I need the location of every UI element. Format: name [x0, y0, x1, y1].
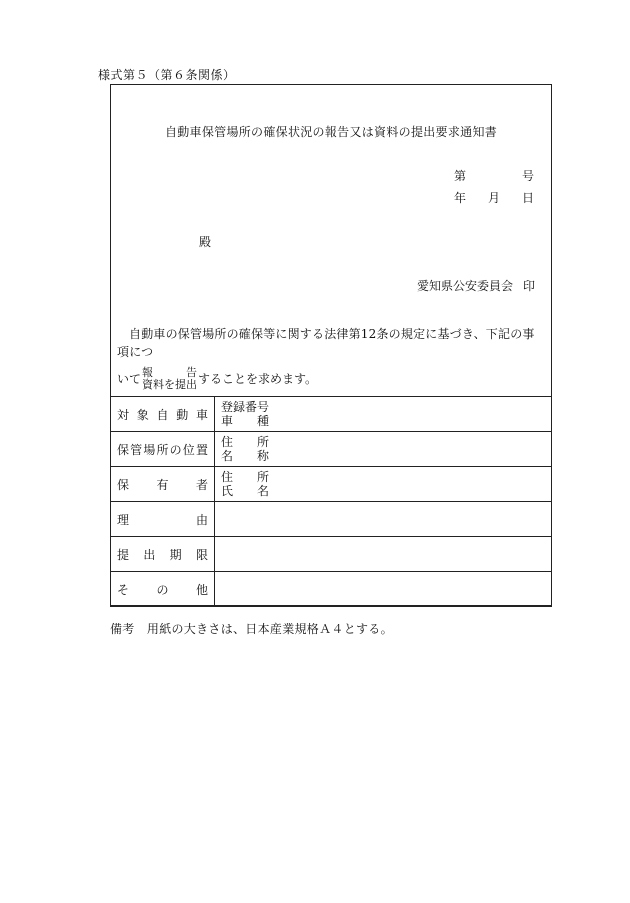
document-number-line [454, 167, 534, 184]
row-value-cell[interactable] [215, 537, 552, 572]
sub-label [221, 414, 269, 428]
sub-label-text: 所 [256, 434, 269, 449]
addressee-suffix: 殿 [199, 235, 212, 249]
date-line [454, 189, 534, 206]
issuer [417, 277, 535, 294]
body-line-1: 自動車の保管場所の確保等に関する法律第12条の規定に基づき、下記の事項につ [117, 327, 535, 359]
sub-label-text: 登録番号 [221, 399, 270, 414]
document-title: 自動車保管場所の確保状況の報告又は資料の提出要求通知書 [164, 125, 498, 139]
request-body [117, 325, 543, 390]
issuer-name: 愛知県公安委員会 [416, 279, 513, 293]
row-label-char: 由 [195, 512, 208, 527]
stack-top-left: 報 [142, 366, 154, 379]
sub-label-text: 住 [221, 469, 234, 484]
table-row [111, 572, 552, 607]
sub-label-text: 住 [221, 434, 234, 449]
sub-label-text: 車 [221, 414, 234, 428]
row-label-char: 位 [182, 442, 195, 457]
row-label [117, 406, 208, 423]
sub-labels [221, 435, 269, 464]
form-number-label: 様式第５（第６条関係） [98, 68, 236, 82]
row-label-char: 限 [195, 547, 208, 562]
row-label-char: 期 [169, 547, 182, 562]
stack-bottom: 資料を提出 [142, 377, 198, 391]
date-year: 年 [454, 191, 467, 205]
body-line-2-prefix: いて [117, 371, 142, 386]
row-label-char: 者 [195, 477, 208, 492]
sub-label-text: 種 [256, 414, 269, 428]
row-label-char: 対 [117, 407, 130, 422]
sub-label [221, 470, 269, 484]
row-label-char: 出 [143, 547, 156, 562]
row-label [117, 441, 208, 458]
row-label-char: 自 [156, 407, 169, 422]
row-label-cell [111, 572, 215, 607]
body-line-2 [117, 367, 543, 390]
row-label-char: 動 [176, 407, 189, 422]
row-label [117, 511, 208, 528]
row-label-char: 管 [130, 442, 143, 457]
row-label-char: 保 [117, 442, 130, 457]
row-label-char: 保 [117, 477, 130, 492]
table-row [111, 502, 552, 537]
row-value-cell[interactable] [215, 467, 552, 502]
row-label-char: そ [117, 582, 130, 597]
body-line-2-suffix: することを求めます。 [198, 371, 318, 386]
sub-label-text: 名 [221, 449, 234, 463]
sub-label-text: 所 [256, 469, 269, 484]
row-value-cell[interactable] [215, 397, 552, 432]
row-value-cell[interactable] [215, 502, 552, 537]
document-frame [110, 84, 552, 606]
sub-label [221, 435, 269, 449]
row-label-char: 車 [195, 407, 208, 422]
row-label [117, 581, 208, 598]
row-label-char: の [169, 442, 182, 457]
row-label-cell [111, 537, 215, 572]
row-value-cell[interactable] [215, 572, 552, 607]
row-label-char: 提 [117, 547, 130, 562]
row-label [117, 546, 208, 563]
table-row [111, 432, 552, 467]
row-label-char: 置 [195, 442, 208, 457]
row-label-char: 場 [143, 442, 156, 457]
sub-label [221, 400, 269, 414]
row-label-cell [111, 397, 215, 432]
date-day: 日 [521, 191, 534, 205]
row-label-char: の [156, 582, 169, 597]
stack-top-right: 告 [186, 366, 198, 379]
stacked-choice [142, 367, 197, 390]
row-label-char: 有 [156, 477, 169, 492]
sub-labels [221, 470, 269, 499]
number-suffix: 号 [521, 169, 534, 183]
number-prefix: 第 [454, 169, 467, 183]
row-label-cell [111, 502, 215, 537]
row-label-char: 象 [136, 407, 149, 422]
footnote: 備考 用紙の大きさは、日本産業規格Ａ４とする。 [110, 622, 393, 636]
seal-mark: 印 [522, 279, 535, 293]
row-value-cell[interactable] [215, 432, 552, 467]
row-label-cell [111, 467, 215, 502]
sub-labels [221, 400, 269, 429]
row-label-cell [111, 432, 215, 467]
row-label [117, 476, 208, 493]
sub-label-text: 氏 [221, 484, 234, 498]
table-row [111, 537, 552, 572]
row-label-char: 他 [195, 582, 208, 597]
date-month: 月 [487, 191, 500, 205]
sub-label-text: 名 [256, 484, 269, 498]
sub-label [221, 449, 269, 463]
items-table [110, 396, 552, 607]
row-label-char: 理 [117, 512, 130, 527]
sub-label [221, 484, 269, 498]
sub-label-text: 称 [256, 449, 269, 463]
table-row [111, 397, 552, 432]
row-label-char: 所 [156, 442, 169, 457]
table-row [111, 467, 552, 502]
